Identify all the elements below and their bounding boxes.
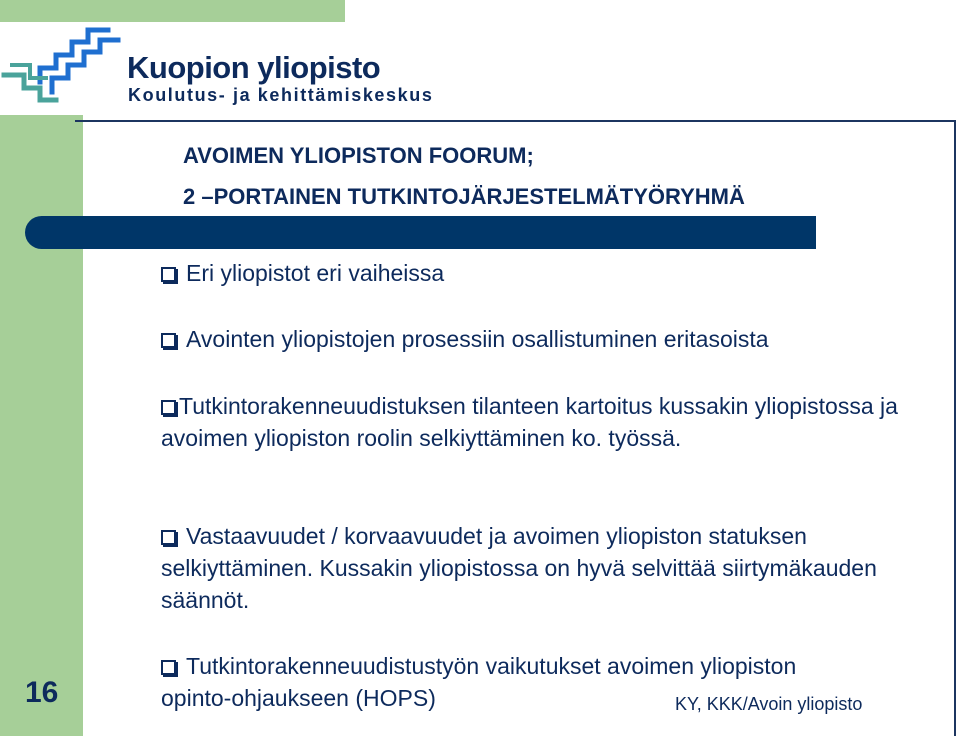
bullet-item: [161, 520, 901, 616]
top-accent-bar: [0, 0, 345, 22]
bullet-text: Eri yliopistot eri vaiheissa: [186, 260, 445, 286]
bullet-item: [161, 323, 769, 355]
slide-title-line-2: 2 –PORTAINEN TUTKINTOJÄRJESTELMÄTYÖRYHMÄ: [183, 184, 745, 209]
checkbox-bullet-icon: [161, 660, 176, 675]
left-accent-bar: [0, 115, 83, 736]
slide-title-line-1: AVOIMEN YLIOPISTON FOORUM;: [183, 143, 534, 168]
bullet-text: Vastaavuudet / korvaavuudet ja avoimen yliopiston statuksen selkiyttäminen. Kussakin yliopistossa on hyvä selvittää siirtymäkauden säännöt.: [161, 523, 877, 613]
slide-number: 16: [25, 676, 59, 709]
bullet-item: [161, 257, 444, 289]
slide-footer: KY, KKK/Avoin yliopisto: [675, 694, 863, 714]
bullet-item: [161, 390, 901, 454]
university-logo-icon: [0, 20, 130, 120]
logo-title: Kuopion yliopisto: [127, 50, 381, 85]
checkbox-bullet-icon: [161, 267, 176, 282]
title-divider-bar: [25, 216, 816, 249]
checkbox-bullet-icon: [161, 333, 176, 348]
content-frame-top: [75, 120, 955, 122]
bullet-text: Avointen yliopistojen prosessiin osallistuminen eritasoista: [186, 326, 769, 352]
checkbox-bullet-icon: [161, 400, 176, 415]
bullet-text: Tutkintorakenneuudistuksen tilanteen kartoitus kussakin yliopistossa ja avoimen yliopiston roolin selkiyttäminen ko. työssä.: [161, 393, 898, 451]
content-frame-right: [954, 120, 956, 736]
bullet-text: Tutkintorakenneuudistustyön vaikutukset avoimen yliopiston opinto-ohjaukseen (HOPS): [161, 653, 797, 711]
checkbox-bullet-icon: [161, 530, 176, 545]
logo-subtitle: Koulutus- ja kehittämiskeskus: [128, 85, 434, 105]
